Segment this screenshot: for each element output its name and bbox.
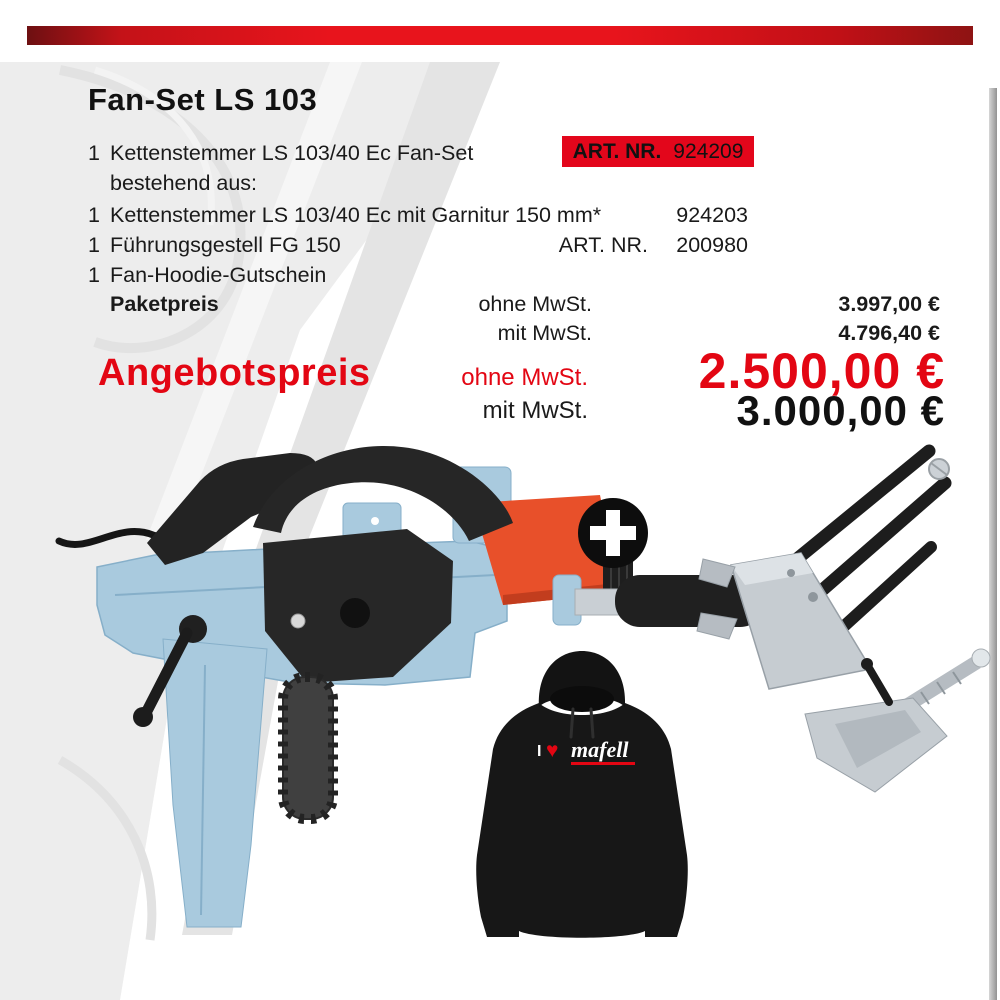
vat-label: ohne MwSt. — [461, 364, 588, 391]
list-item — [88, 262, 948, 292]
art-nr-value: 200980 — [676, 233, 748, 257]
page-title: Fan-Set LS 103 — [88, 82, 318, 117]
art-nr-value: 924203 — [676, 203, 748, 227]
art-nr-badge — [562, 136, 754, 167]
hoodie-logo — [537, 737, 635, 765]
art-nr-value: 924209 — [673, 139, 744, 163]
hoodie-logo-prefix: I — [537, 743, 542, 760]
item-qty: 1 — [88, 141, 100, 165]
hoodie-logo-underline — [571, 762, 635, 765]
right-edge-strip — [989, 88, 997, 1000]
item-text: Kettenstemmer LS 103/40 Ec Fan-Set — [110, 141, 474, 165]
top-red-bar — [27, 26, 973, 45]
price-value: 4.796,40 € — [838, 321, 940, 345]
item-qty: 1 — [88, 233, 100, 257]
item-text: Fan-Hoodie-Gutschein — [110, 263, 327, 287]
item-text: bestehend aus: — [110, 171, 258, 195]
hoodie-logo-brand: mafell — [571, 737, 629, 762]
product-image-clamp-foot — [795, 640, 995, 805]
vat-label: ohne MwSt. — [478, 292, 592, 316]
list-item — [88, 232, 948, 262]
plus-icon — [578, 498, 648, 568]
package-price-label: Paketpreis — [110, 292, 219, 316]
art-nr-label: ART. NR. — [558, 233, 648, 257]
list-item — [88, 202, 948, 232]
item-text: Führungsgestell FG 150 — [110, 233, 341, 257]
hoodie-logo-heart-icon: ♥ — [546, 739, 559, 762]
price-value: 3.997,00 € — [838, 292, 940, 316]
vat-label: mit MwSt. — [497, 321, 592, 345]
package-price-row — [88, 291, 948, 321]
list-item — [88, 170, 948, 200]
art-nr-label: ART. NR. — [572, 139, 662, 163]
offer-price-label: Angebotspreis — [98, 352, 371, 394]
item-text: Kettenstemmer LS 103/40 Ec mit Garnitur 150 mm* — [110, 203, 602, 227]
item-qty: 1 — [88, 203, 100, 227]
offer-price-value: 2.500,00 € — [698, 343, 945, 399]
item-qty: 1 — [88, 263, 100, 287]
product-image-fan-hoodie — [467, 645, 697, 945]
vat-label: mit MwSt. — [482, 397, 588, 424]
offer-price-value: 3.000,00 € — [736, 387, 945, 434]
list-item — [88, 140, 948, 170]
